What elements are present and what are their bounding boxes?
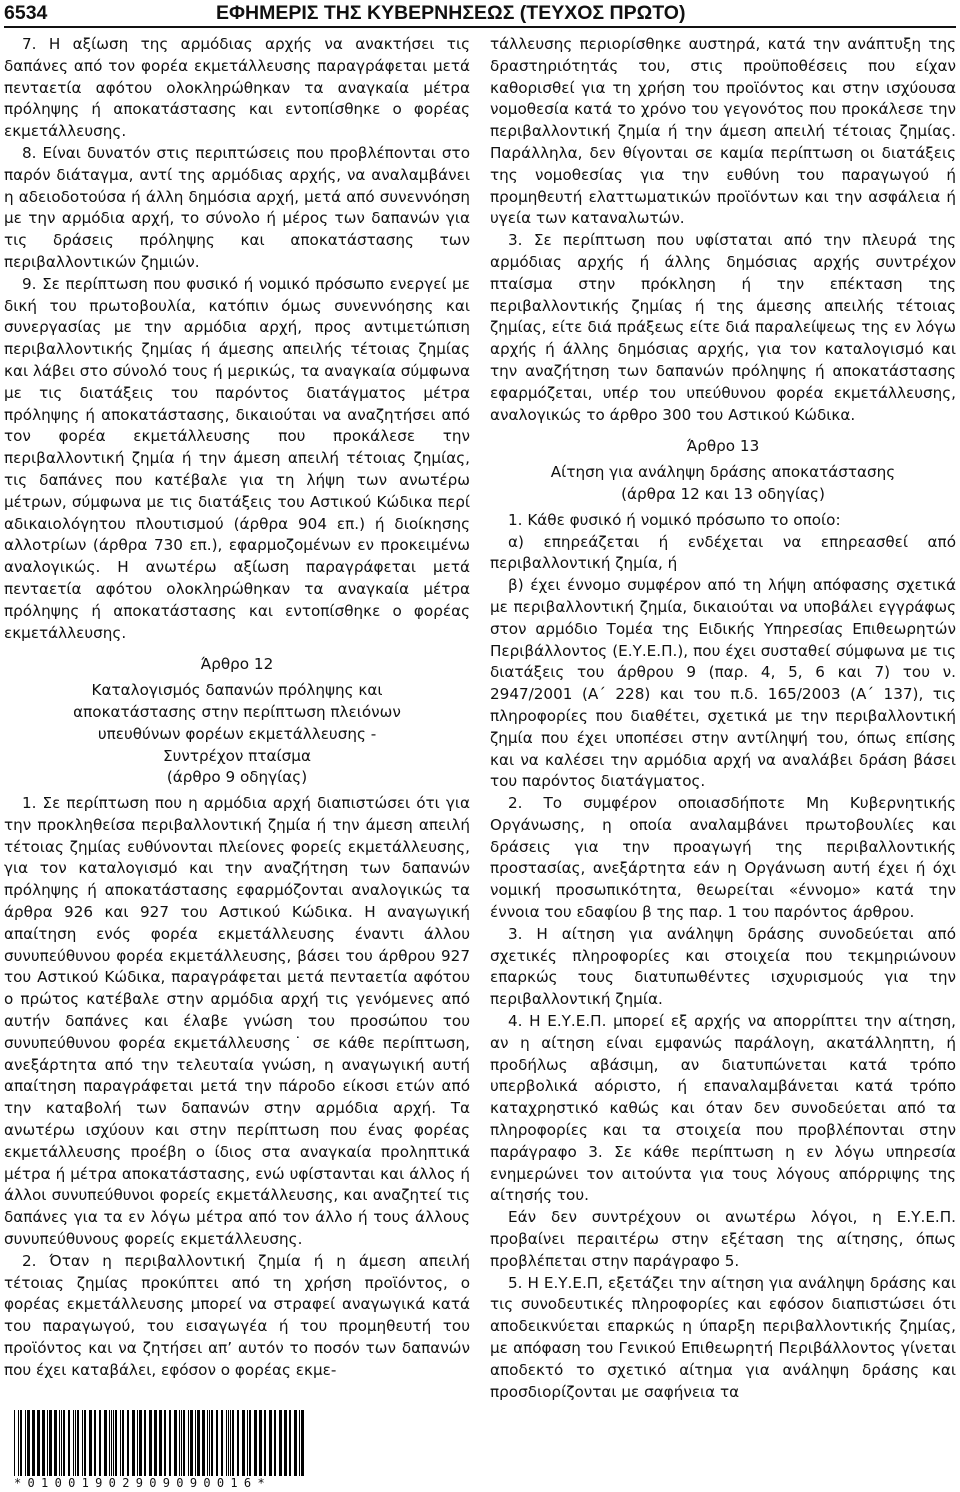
barcode-bar xyxy=(221,1410,223,1476)
barcode-bar xyxy=(20,1410,22,1476)
barcode-bar xyxy=(264,1410,266,1476)
barcode-bar xyxy=(109,1410,110,1476)
barcode-bar xyxy=(77,1410,79,1476)
barcode-bar xyxy=(211,1410,213,1476)
barcode-bar xyxy=(84,1410,86,1476)
barcode-bar xyxy=(259,1410,262,1476)
barcode-bar xyxy=(137,1410,138,1476)
barcode-bar xyxy=(169,1410,171,1476)
barcode-bar xyxy=(149,1410,152,1476)
barcode-bar xyxy=(202,1410,205,1476)
article-13-heading: Άρθρο 13 xyxy=(686,437,760,456)
paragraph-7: 7. Η αξίωση της αρμόδιας αρχής να ανακτήσει τις δαπάνες από τον φορέα εκμετάλλευσης παραγράφεται μετά πενταετία αφότου ολοκληρώθηκαν τα αναγκαία μέτρα πρόληψης ή αποκατάστασης και εντοπίσθηκε ο φορέας εκμετάλλευσης. xyxy=(4,35,470,141)
barcode-bar xyxy=(164,1410,166,1476)
barcode-bar xyxy=(104,1410,107,1476)
barcode-bar xyxy=(144,1410,146,1476)
barcode-bar xyxy=(49,1410,52,1476)
article-12-title-line: Καταλογισμός δαπανών πρόληψης και xyxy=(91,681,383,700)
barcode-bar xyxy=(14,1410,15,1476)
continued-paragraph: τάλλευσης περιορίσθηκε αυστηρά, κατά την ανάπτυξη της δραστηριότητάς του, στις προϋποθέσεις που είχαν καθορισθεί για τη χρήση του προϊόντος και στην ισχύουσα νομοθεσία κατά το χρόνο του γεγονότος που προκάλεσε την περιβαλλοντική ζημία ή την άμεση απειλή τέτοιας ζημίας. Παράλληλα, δεν θίγονται σε καμία περίπτωση οι διατάξεις της νομοθεσίας για την ευθύνη του παραγωγού ή προμηθευτή ελαττωματικών προϊόντων και την ασφάλεια ή υγεία των καταναλωτών. xyxy=(490,35,956,228)
barcode-bar xyxy=(154,1410,157,1476)
barcode-image xyxy=(14,1410,304,1476)
barcode-digits: *01001902909090016* xyxy=(14,1476,271,1490)
barcode-bar xyxy=(113,1410,114,1476)
article-13-item-a: α) επηρεάζεται ή ενδέχεται να επηρεασθεί από περιβαλλοντική ζημία, ή xyxy=(490,532,956,573)
barcode-bar xyxy=(61,1410,62,1476)
barcode-bar xyxy=(183,1410,185,1476)
barcode-bar xyxy=(209,1410,210,1476)
article-13-item-b: β) έχει έννομο συμφέρον από τη λήψη απόφασης σχετικά με περιβαλλοντική ζημία, δικαιούται να υποβάλει εγγράφως στον αρμόδιο Τομέα της Ειδικής Υπηρεσίας Επιθεωρητών Περιβάλλοντος (Ε.Υ.Ε.Π.), που έχει συσταθεί σύμφωνα με τις διατάξεις του άρθρου 9 (παρ. 4, 5, 6 και 7) του ν. 2947/2001 (Α΄ 228) και του π.δ. 165/2003 (Α΄ 137), τις πληροφορίες που διαθέτει, σχετικά με την περιβαλλοντική ζημία που έχει υποπέσει στην αντίληψή του, όπως επίσης και να καλέσει την αρμόδια αρχή να αναλάβει δράση βάσει του παρόντος διατάγματος. xyxy=(490,576,956,791)
barcode-bar xyxy=(279,1410,282,1476)
article-12-paragraph-1: 1. Σε περίπτωση που η αρμόδια αρχή διαπιστώσει ότι για την προκληθείσα περιβαλλοντική ζημία ή την άμεση απειλή τέτοιας ζημίας ευθύνονται πλείονες φορείς εκμετάλλευσης, για τον καταλογισμό και την αναζήτηση των δαπανών πρόληψης ή αποκατάστασης εφαρμόζονται αναλογικώς τα άρθρα 926 και 927 του Αστικού Κώδικα. Η αναγωγική απαίτηση ενός φορέα εκμετάλλευσης έναντι άλλου συνυπεύθυνου φορέα εκμετάλλευσης, βάσει του άρθρου 927 του Αστικού Κώδικα, παραγράφεται μετά πενταετία αφότου ο πρώτος κατέβαλε στην αρμόδια αρχή τις γενόμενες από αυτήν δαπάνες και έλαβε γνώση του προσώπου του συνυπεύθυνου φορέα εκμετάλλευσης˙ σε κάθε περίπτωση, ανεξάρτητα από την τελευταία γνώση, η αναγωγική αυτή απαίτηση παραγράφεται μετά την πάροδο είκοσι ετών από την καταβολή των δαπανών στην αρμόδια αρχή. Τα ανωτέρω ισχύουν και στην περίπτωση που ένας φορέας εκμετάλλευσης προέβη ο ίδιος στα αναγκαία προληπτικά μέτρα ή μέτρα αποκατάστασης, ενώ υφίστανται και άλλος ή άλλοι συνυπεύθυνοι φορείς εκμετάλλευσης, και αναζητεί τις δαπάνες για τα εν λόγω μέτρα από τον άλλο ή τους άλλους συνυπεύθυνους φορείς εκμετάλλευσης. xyxy=(4,794,470,1249)
barcode-bar xyxy=(237,1410,239,1476)
article-12-paragraph-2: 2. Όταν η περιβαλλοντική ζημία ή η άμεση απειλή τέτοιας ζημίας προκύπτει από τη χρήση προϊόντος, ο φορέας εκμετάλλευσης μπορεί να στραφεί αναγωγικά κατά του παραγωγού, του εισαγωγέα ή του προμηθευτή του προϊόντος και να ζητήσει απ’ αυτόν το ποσόν των δαπανών που έχει καταβάλει, εφόσον ο φορέας εκμε- xyxy=(4,1251,470,1379)
article-13-paragraph-5: 5. Η Ε.Υ.Ε.Π, εξετάζει την αίτηση για ανάληψη δράσης και τις συνοδευτικές πληροφορίες και εφόσον διαπιστώσει ότι αποδεικνύεται επαρκώς η ύπαρξη περιβαλλοντικής ζημίας, με απόφαση του Γενικού Επιθεωρητή Περιβάλλοντος γίνεται αποδεκτό το σχετικό αίτημα για ανάληψη δράσης και προσδιορίζονται με σαφήνεια τα xyxy=(490,1273,956,1401)
barcode-bar xyxy=(32,1410,35,1476)
barcode-bar xyxy=(226,1410,227,1476)
barcode-bar xyxy=(127,1410,129,1476)
barcode-bar xyxy=(47,1410,48,1476)
barcode-bar xyxy=(89,1410,92,1476)
page-number: 6534 xyxy=(4,2,48,24)
barcode-bar xyxy=(284,1410,287,1476)
article-12-title-line: αποκατάστασης στην περίπτωση πλειόνων xyxy=(73,702,401,721)
barcode-bar xyxy=(120,1410,121,1476)
barcode-bar xyxy=(82,1410,83,1476)
barcode-bar xyxy=(274,1410,276,1476)
barcode-bar xyxy=(249,1410,251,1476)
article-12-title-line: υπευθύνων φορέων εκμετάλλευσης - xyxy=(97,724,377,743)
barcode-bar xyxy=(25,1410,26,1476)
barcode-bar xyxy=(294,1410,297,1476)
barcode-bar xyxy=(122,1410,124,1476)
article-13-title-line: (άρθρα 12 και 13 οδηγίας) xyxy=(621,484,825,503)
article-13-paragraph-4: 4. Η Ε.Υ.Ε.Π. μπορεί εξ αρχής να απορρίπτει την αίτηση, αν η αίτηση είναι εμφανώς παράλογη, ακατάλληπτη, ή προδήλως αβάσιμη, αν διατυπώνεται κατά τρόπο υπερβολικά αόριστο, ή επαναλαμβάνεται κατά τρόπο καταχρηστικό καθώς και όταν δεν συνοδεύεται από τα πληροφορίες και τα στοιχεία που προβλέπονται στην παράγραφο 3. Σε κάθε περίπτωση η εν λόγω υπηρεσία ενημερώνει τον αιτούντα για τους λόγους απόρριψης της αίτησής του. xyxy=(490,1012,956,1205)
barcode-bar xyxy=(188,1410,189,1476)
barcode-bar xyxy=(190,1410,193,1476)
barcode-bar xyxy=(42,1410,45,1476)
barcode-bar xyxy=(216,1410,218,1476)
barcode-bar xyxy=(115,1410,117,1476)
barcode-bar xyxy=(254,1410,257,1476)
article-13-paragraph-4b: Εάν δεν συντρέχουν οι ανωτέρω λόγοι, η Ε.Υ.Ε.Π. προβαίνει περαιτέρω στην εξέταση της αίτησης, όπως προβλέπεται στην παράγραφο 5. xyxy=(490,1208,956,1270)
barcode-bar xyxy=(299,1410,300,1476)
article-12-heading: Άρθρο 12 xyxy=(200,655,274,674)
barcode-bar xyxy=(37,1410,40,1476)
barcode-bar xyxy=(59,1410,60,1476)
barcode-bar xyxy=(99,1410,101,1476)
page-header xyxy=(4,2,956,28)
barcode-bar xyxy=(159,1410,162,1476)
barcode-bar xyxy=(247,1410,248,1476)
article-13-title-line: Αίτηση για ανάληψη δράσης αποκατάστασης xyxy=(550,463,896,482)
paragraph-9: 9. Σε περίπτωση που φυσικό ή νομικό πρόσωπο ενεργεί με δική του πρωτοβουλία, κατόπιν όμως συνεννόησης και συνεργασίας με την αρμόδια αρχή, προς αντιμετώπιση περιβαλλοντικής ζημίας ή άμεσης απειλής τέτοιας ζημίας και λάβει στο σύνολό τους ή μερικώς, τα αναγκαία σύμφωνα με τις διατάξεις του παρόντος διατάγματος μέτρα πρόληψης ή αποκατάστασης, δικαιούται να αναζητήσει από τον φορέα εκμετάλλευσης που προκάλεσε την περιβαλλοντική ζημία ή την άμεση απειλή τέτοιας ζημίας, τις δαπάνες που κατέβαλε για τη λήψη των ανωτέρω μέτρων, σύμφωνα με τις διατάξεις του Αστικού Κώδικα περί αδικαιολόγητου πλουτισμού (άρθρα 904 επ.) ή διοίκησης αλλοτρίων (άρθρα 730 επ.), εφαρμοζομένων εν προκειμένω αναλογικώς. Η ανωτέρω αξίωση παραγράφεται μετά πενταετία αφότου ολοκληρώθηκαν τα αναγκαία μέτρα πρόληψης ή αποκατάστασης και εντοπίσθηκε ο φορέας εκμετάλλευσης. xyxy=(4,274,471,642)
barcode-bar xyxy=(230,1410,231,1476)
barcode-bar xyxy=(179,1410,180,1476)
running-title: ΕΦΗΜΕΡΙΣ ΤΗΣ ΚΥΒΕΡΝΗΣΕΩΣ (ΤΕΥΧΟΣ ΠΡΩΤΟ) xyxy=(216,2,686,24)
barcode-bar xyxy=(54,1410,57,1476)
barcode-bar xyxy=(18,1410,19,1476)
barcode-bar xyxy=(94,1410,96,1476)
barcode-bar xyxy=(181,1410,182,1476)
barcode-bar xyxy=(195,1410,196,1476)
barcode-bar xyxy=(174,1410,177,1476)
barcode-bar xyxy=(111,1410,112,1476)
barcode-bar xyxy=(197,1410,200,1476)
right-column xyxy=(490,34,956,1403)
barcode-bar xyxy=(75,1410,76,1476)
article-13-paragraph-1: 1. Κάθε φυσικό ή νομικό πρόσωπο το οποίο: xyxy=(508,510,841,529)
article-13-paragraph-3: 3. Η αίτηση για ανάληψη δράσης συνοδεύεται από σχετικές πληροφορίες και στοιχεία που τεκμηριώνουν επαρκώς τους διατυπωθέντες ισχυρισμούς για την περιβαλλοντική ζημία. xyxy=(490,924,956,1009)
article-12-title-line: (άρθρο 9 οδηγίας) xyxy=(166,768,308,787)
barcode-bar xyxy=(73,1410,74,1476)
barcode-bar xyxy=(63,1410,65,1476)
barcode-bar xyxy=(207,1410,208,1476)
barcode-bar xyxy=(27,1410,30,1476)
article-12-paragraph-3: 3. Σε περίπτωση που υφίσταται από την πλευρά της αρμόδιας αρχής ή άλλης δημόσιας αρχής συντρέχον πταίσμα στην πρόκληση ή την επέκταση της περιβαλλοντικής ζημίας ή της άμεσης απειλής τέτοιας ζημίας, είτε διά πράξεως είτε διά παραλείψεως της εν λόγω αρχής ή άλλης δημόσιας αρχής, για τον καταλογισμό και την αναζήτηση των δαπανών πρόληψης ή αποκατάστασης εφαρμόζεται, υπέρ του υπεύθυνου φορέα εκμετάλλευσης, αναλογικώς το άρθρο 300 του Αστικού Κώδικα. xyxy=(490,231,956,424)
barcode-bar xyxy=(232,1410,234,1476)
paragraph-8: 8. Είναι δυνατόν στις περιπτώσεις που προβλέπονται στο παρόν διάταγμα, αντί της αρμόδιας αρχής, να αναλαμβάνει η αδειοδοτούσα ή άλλη δημόσια αρχή, μετά από συνεννόηση με την αρμόδια αρχή, το σύνολο ή μέρος των δαπανών για τις δράσεις πρόληψης και αποκατάστασης των περιβαλλοντικών ζημιών. xyxy=(4,143,470,271)
barcode-bar xyxy=(132,1410,135,1476)
barcode-bar xyxy=(228,1410,229,1476)
barcode-bar xyxy=(289,1410,291,1476)
barcode-bar xyxy=(68,1410,70,1476)
article-13-paragraph-2: 2. Το συμφέρον οποιασδήποτε Μη Κυβερνητικής Οργάνωσης, η οποία αναλαμβάνει πρωτοβουλίες και δράσεις για την προαγωγή της περιβαλλοντικής προστασίας, ανεξάρτητα εάν η Οργάνωση αυτή έχει ή όχι νομική προσωπικότητα, θεωρείται «έννομο» κατά την έννοια του εδαφίου β της παρ. 1 του παρόντος άρθρου. xyxy=(490,794,956,922)
barcode-bar xyxy=(242,1410,245,1476)
left-column xyxy=(4,34,470,1382)
article-12-title-line: Συντρέχον πταίσμα xyxy=(163,746,311,765)
barcode-bar xyxy=(301,1410,304,1476)
barcode-bar xyxy=(269,1410,272,1476)
barcode-bar xyxy=(139,1410,142,1476)
